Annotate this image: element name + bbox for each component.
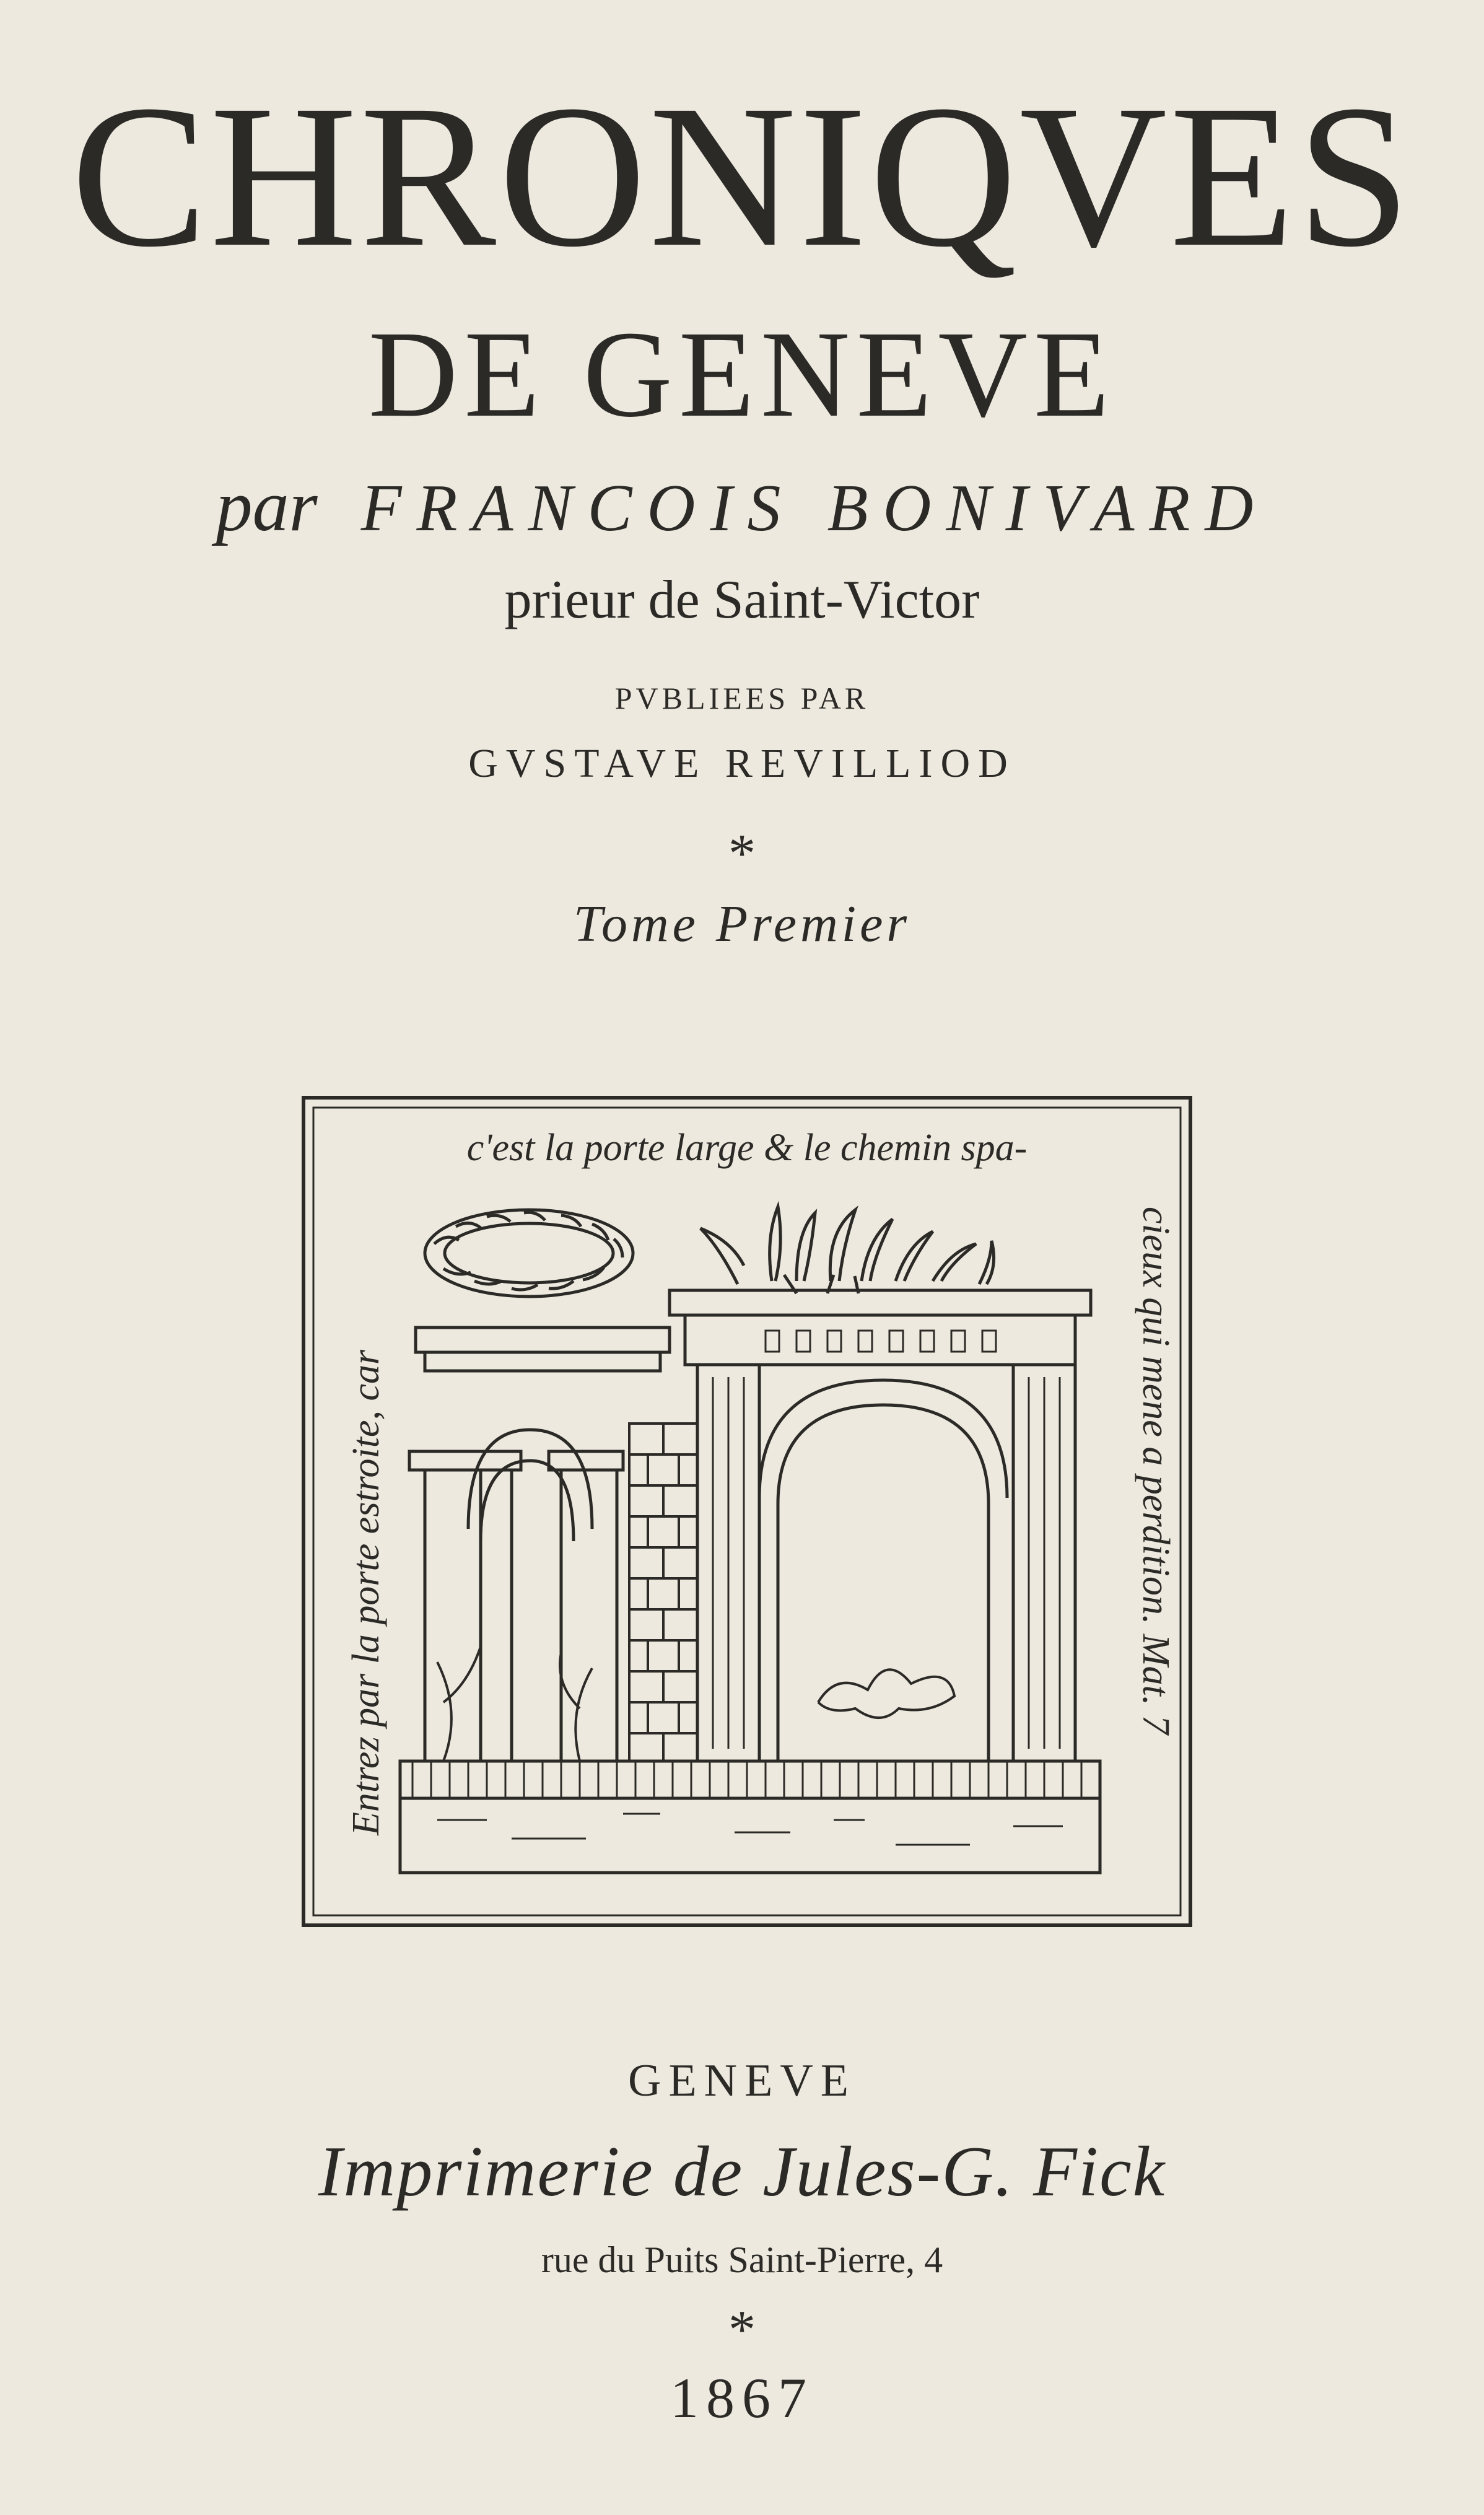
- caption-right: cieux qui mene a perdition. Mat. 7: [1135, 1207, 1177, 1734]
- byline-par: par: [216, 465, 318, 546]
- published-by-label: PVBLIEES PAR: [614, 681, 870, 715]
- printer-device-svg: [301, 1095, 1193, 1928]
- caption-top: c'est la porte large & le chemin spa-: [466, 1127, 1028, 1169]
- title-line-2: DE GENEVE: [368, 306, 1116, 443]
- outer-frame: [303, 1098, 1190, 1925]
- caption-left: Entrez par la porte estroite, car: [345, 1349, 387, 1835]
- printer-device-plate: [301, 1095, 1193, 1928]
- asterisk-ornament: *: [728, 824, 756, 884]
- author-title: prieur de Saint-Victor: [504, 570, 980, 630]
- imprint-address: rue du Puits Saint-Pierre, 4: [541, 2239, 943, 2280]
- wide-gate-icon: [670, 1290, 1091, 1761]
- imprint-city: GENEVE: [628, 2055, 856, 2106]
- editor-name: GVSTAVE REVILLIOD: [468, 741, 1016, 786]
- imprint-printer: Imprimerie de Jules-G. Fick: [318, 2132, 1166, 2211]
- byline: [0, 465, 1484, 546]
- asterisk-ornament-bottom: *: [728, 2300, 756, 2360]
- volume-label: Tome Premier: [573, 895, 911, 953]
- laurel-wreath-icon: [425, 1210, 633, 1297]
- ground-base-icon: [400, 1761, 1100, 1873]
- brick-wall-icon: [629, 1424, 697, 1761]
- flames-icon: [701, 1207, 994, 1293]
- imprint-year: 1867: [670, 2366, 814, 2430]
- author-name: FRANCOIS BONIVARD: [360, 471, 1268, 545]
- title-line-1: CHRONIQVES: [71, 63, 1413, 289]
